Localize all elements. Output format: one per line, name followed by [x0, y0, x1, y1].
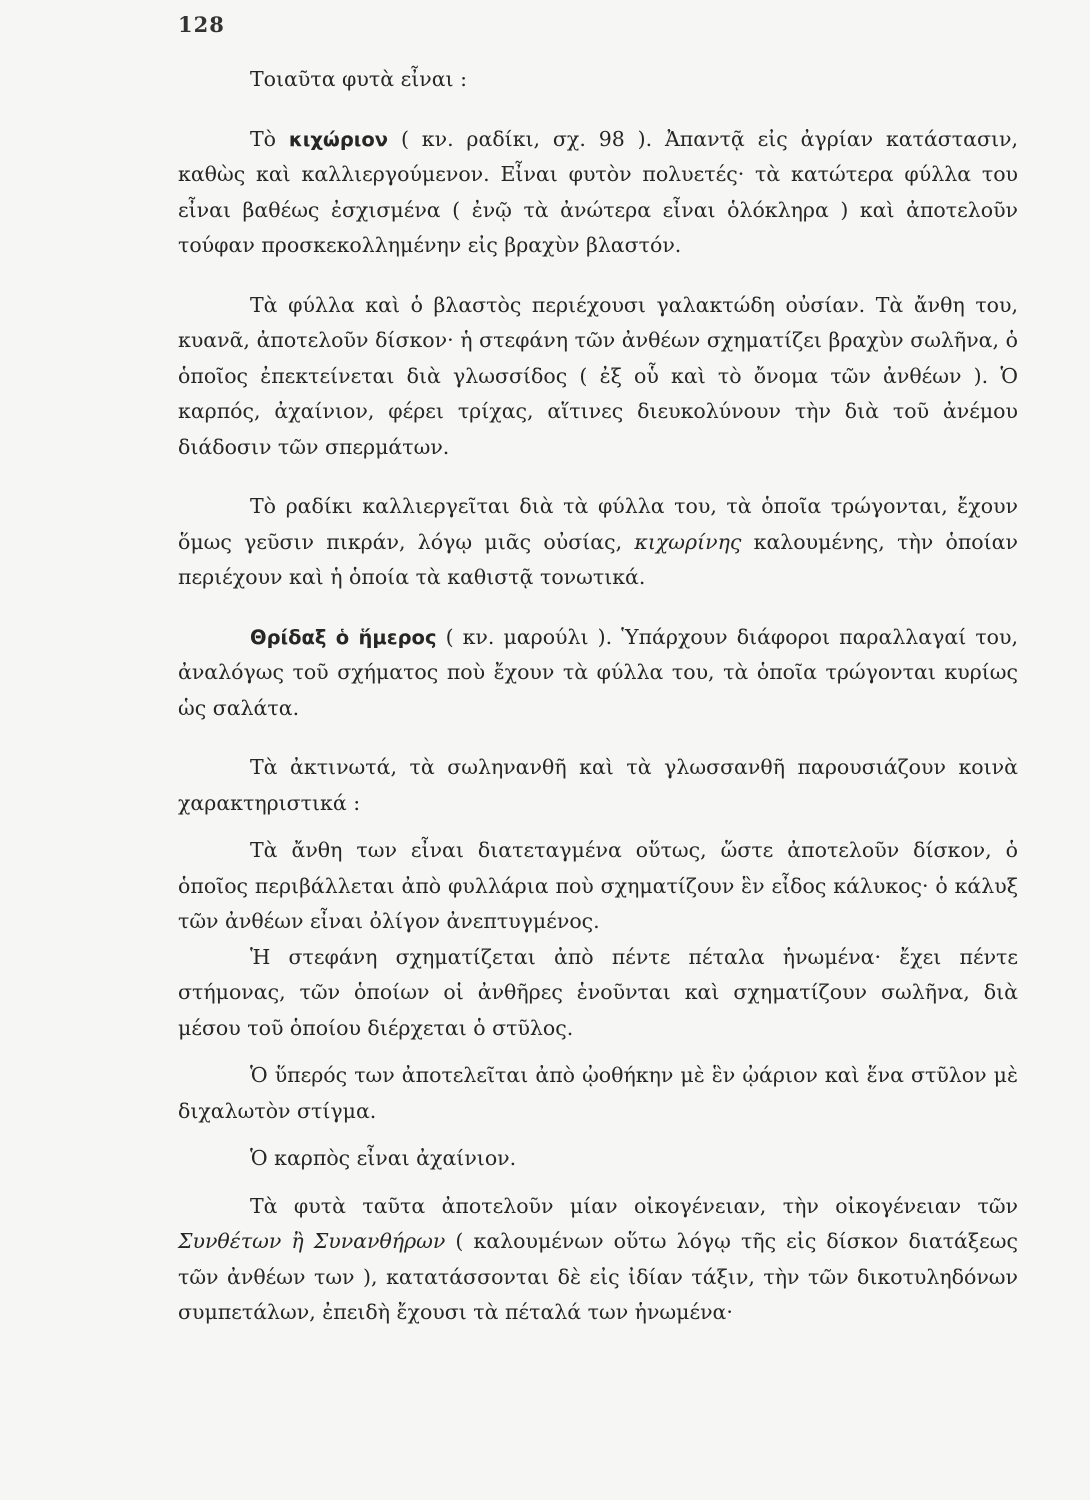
paragraph-common-traits: Τὰ ἀκτινωτά, τὰ σωληνανθῆ καὶ τὰ γλωσσανθῆ παρουσιάζουν κοινὰ χαρακτηριστικά :	[178, 755, 1018, 815]
cultivation-prefix: Τὸ ραδίκι καλλιεργεῖται διὰ τὰ φύλλα του, τὰ ὁποῖα τρώγονται, ἔχουν ὅμως γεῦσιν πικράν, λόγῳ μιᾶς οὐσίας,	[178, 494, 1018, 554]
lettuce-term: Θρίδαξ ὁ ἥμερος	[250, 625, 437, 649]
chicory-prefix: Τὸ	[250, 126, 289, 151]
chicory-text: ( κν. ραδίκι, σχ. 98 ). Ἀπαντᾷ εἰς ἀγρίαν κατάστασιν, καθὼς καὶ καλλιεργούμενον. Εἶναι φυτὸν πολυετές· τὰ κατώτερα φύλλα του εἶναι βαθέως ἐσχισμένα ( ἐνῷ τὰ ἀνώτερα εἶναι ὁλόκληρα ) καὶ ἀποτελοῦν τούφαν προσκεκολλημένην εἰς βραχὺν βλαστόν.	[178, 126, 1018, 257]
paragraph-flower-arrangement: Τὰ ἄνθη των εἶναι διατεταγμένα οὕτως, ὥστε ἀποτελοῦν δίσκον, ὁ ὁποῖος περιβάλλεται ἀπὸ φυλλάρια ποὺ σχηματίζουν ἓν εἶδος κάλυκος· ὁ κάλυξ τῶν ἀνθέων εἶναι ὀλίγον ἀνεπτυγμένος.	[178, 838, 1018, 933]
family-prefix: Τὰ φυτὰ ταῦτα ἀποτελοῦν μίαν οἰκογένειαν, τὴν οἰκογένειαν τῶν	[250, 1193, 1018, 1218]
family-text: ( καλουμένων οὕτω λόγῳ τῆς εἰς δίσκον διατάξεως τῶν ἀνθέων των ), κατατάσσονται δὲ εἰς ἰδίαν τάξιν, τὴν τῶν δικοτυληδόνων συμπετάλων, ἐπειδὴ ἔχουσι τὰ πέταλά των ἡνωμένα·	[178, 1229, 1018, 1324]
chicory-term: κιχώριον	[288, 127, 389, 151]
paragraph-family	[178, 1189, 1018, 1331]
page-number: 128	[178, 12, 225, 37]
paragraph-intro: Τοιαῦτα φυτὰ εἶναι :	[250, 67, 468, 91]
lettuce-text: ( κν. μαρούλι ). Ὑπάρχουν διάφοροι παραλλαγαί του, ἀναλόγως τοῦ σχήματος ποὺ ἔχουν τὰ φύλλα του, τὰ ὁποῖα τρώγονται κυρίως ὡς σαλάτα.	[178, 624, 1018, 720]
paragraph-lettuce	[178, 620, 1018, 727]
cultivation-term: κιχωρίνης	[634, 529, 742, 554]
paragraph-cultivation	[178, 489, 1018, 596]
cultivation-text: καλουμένης, τὴν ὁποίαν περιέχουν καὶ ἡ ὁποία τὰ καθιστᾷ τονωτικά.	[178, 529, 1018, 589]
family-term: Συνθέτων ἢ Συνανθήρων	[178, 1229, 446, 1253]
paragraph-pistil: Ὁ ὕπερός των ἀποτελεῖται ἀπὸ ᾠοθήκην μὲ ἓν ᾠάριον καὶ ἕνα στῦλον μὲ διχαλωτὸν στίγμα.	[178, 1063, 1018, 1123]
paragraph-fruit: Ὁ καρπὸς εἶναι ἀχαίνιον.	[250, 1146, 517, 1170]
body-text	[178, 62, 1018, 1331]
paragraph-leaves-flowers: Τὰ φύλλα καὶ ὁ βλαστὸς περιέχουσι γαλακτώδη οὐσίαν. Τὰ ἄνθη του, κυανᾶ, ἀποτελοῦν δίσκον· ἡ στεφάνη τῶν ἀνθέων σχηματίζει βραχὺν σωλῆνα, ὁ ὁποῖος ἐπεκτείνεται διὰ γλωσσίδος ( ἐξ οὗ καὶ τὸ ὄνομα τῶν ἀνθέων ). Ὁ καρπός, ἀχαίνιον, φέρει τρίχας, αἵτινες διευκολύνουν τὴν διὰ τοῦ ἀνέμου διάδοσιν τῶν σπερμάτων.	[178, 292, 1018, 459]
paragraph-chicory	[178, 122, 1018, 264]
paragraph-corolla: Ἡ στεφάνη σχηματίζεται ἀπὸ πέντε πέταλα ἡνωμένα· ἔχει πέντε στήμονας, τῶν ὁποίων οἱ ἀνθῆρες ἑνοῦνται καὶ σχηματίζουν σωλῆνα, διὰ μέσου τοῦ ὁποίου διέρχεται ὁ στῦλος.	[178, 944, 1018, 1040]
